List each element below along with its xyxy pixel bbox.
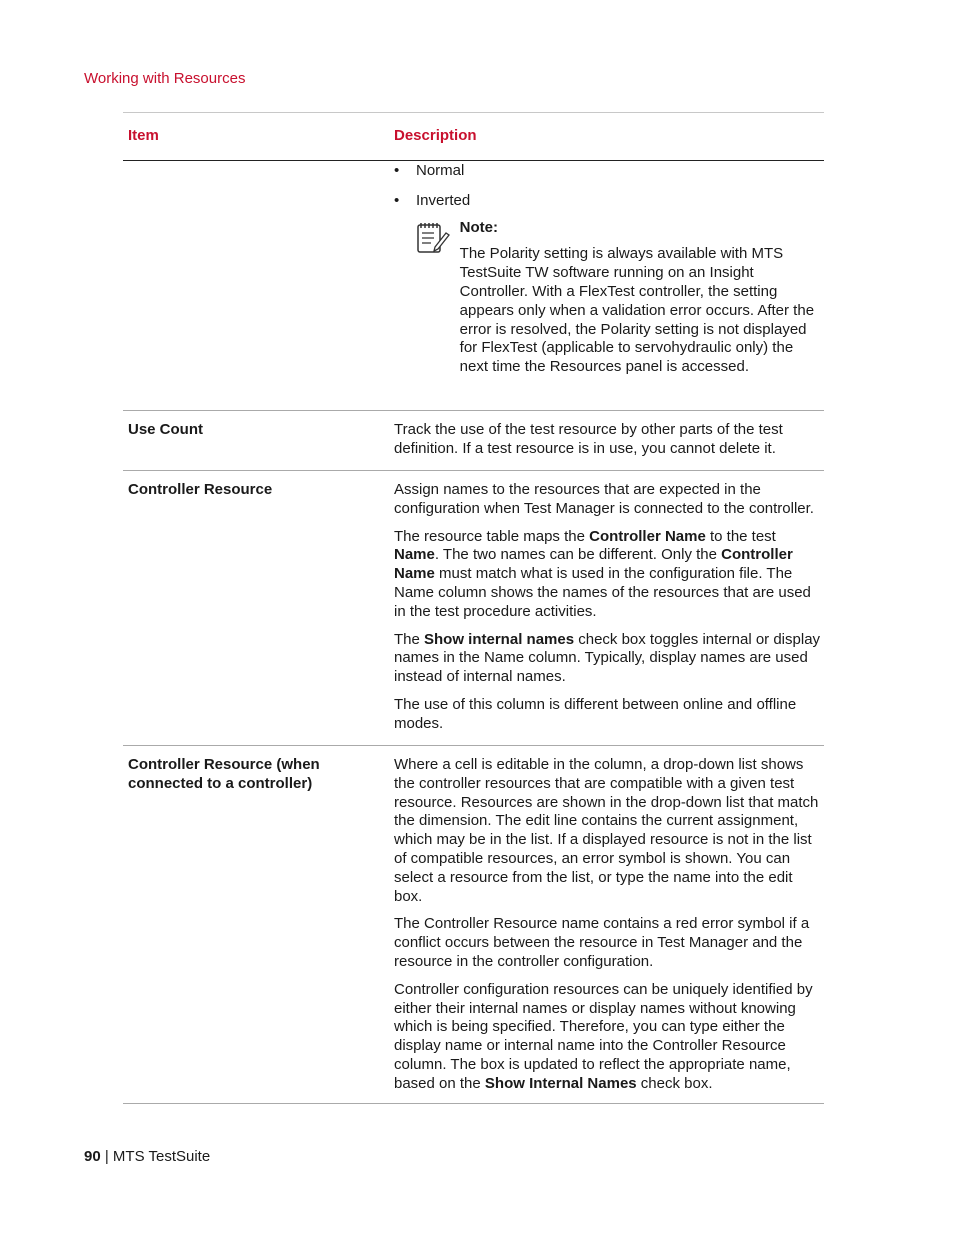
text-run: Controller configuration resources can be uniquely identified by either their internal names or display names without knowing which is being specified. Therefore, you can type either the display name or internal name into the Controller Resource column. The box is updated to reflect the appropriate name, based on the xyxy=(394,980,813,1092)
row-item: Use Count xyxy=(128,421,203,438)
text-run: The resource table maps the xyxy=(394,527,590,545)
row-description xyxy=(389,746,824,1103)
desc-paragraph xyxy=(394,528,822,622)
row-description xyxy=(389,161,824,410)
table-row-use-count xyxy=(123,411,824,471)
row-item: Controller Resource (when connected to a controller) xyxy=(128,756,320,792)
bold-term: Name xyxy=(394,546,435,564)
bullet-text: Inverted xyxy=(416,191,471,209)
note-text: The Polarity setting is always available with MTS TestSuite TW software running on an Insight Controller. With a FlexTest controller, the setting appears only when a validation error occurs. After the error is resolved, the Polarity setting is not displayed for FlexTest (applicable to servohydraulic only) the next time the Resources panel is accessed. xyxy=(459,245,815,376)
desc-paragraph: Assign names to the resources that are expected in the configuration when Test Manager is connected to the controller. xyxy=(394,481,814,517)
table-row-polarity xyxy=(123,161,824,411)
row-description xyxy=(389,471,824,745)
bullet-dot: • xyxy=(394,162,400,179)
bullet-text: Normal xyxy=(416,162,465,179)
footer-product: MTS TestSuite xyxy=(112,1148,211,1165)
header-description: Description xyxy=(394,127,477,145)
row-item: Controller Resource xyxy=(128,481,273,498)
bullet-item xyxy=(394,162,822,181)
table-header-row xyxy=(123,113,824,161)
note-pad-pencil-icon xyxy=(394,219,460,377)
desc-paragraph xyxy=(394,631,822,687)
bullet-dot: • xyxy=(394,191,400,209)
bullet-item xyxy=(394,192,822,211)
text-run: . The two names can be different. Only the xyxy=(434,546,722,564)
desc-paragraph: Where a cell is editable in the column, a drop-down list shows the controller resources that are compatible with a given test resource. Resources are shown in the drop-down list that match the dimension. The edit line contains the current assignment, which may be in the list. If a displayed resource is not in the list of compatible resources, an error symbol is shown. You can select a resource from the list, or type the name into the edit box. xyxy=(394,756,819,905)
page-number: 90 xyxy=(84,1148,101,1165)
resource-table xyxy=(123,112,824,1104)
bold-term: Show internal names xyxy=(424,630,575,648)
table-row-controller-resource xyxy=(123,471,824,746)
desc-paragraph: Track the use of the test resource by other parts of the test definition. If a test resource is in use, you cannot delete it. xyxy=(394,421,783,457)
row-description xyxy=(389,411,824,470)
text-run: check box. xyxy=(636,1074,713,1092)
page-footer xyxy=(84,1148,210,1167)
note-title: Note: xyxy=(459,218,498,236)
bold-term: Controller Name xyxy=(589,527,706,545)
bold-term: Show Internal Names xyxy=(484,1074,637,1092)
row-item-empty xyxy=(123,161,389,410)
note-content xyxy=(460,219,822,377)
footer-separator: | xyxy=(100,1148,113,1165)
running-head: Working with Resources xyxy=(84,70,246,87)
desc-paragraph: The Controller Resource name contains a red error symbol if a conflict occurs between the resource in Test Manager and the resource in the controller configuration. xyxy=(394,915,810,970)
desc-paragraph: The use of this column is different between online and offline modes. xyxy=(394,695,797,732)
text-run: check box toggles internal or display names in the Name column. Typically, display names are used instead of internal names. xyxy=(394,630,821,686)
text-run: to the test xyxy=(705,527,776,545)
bold-term: Controller Name xyxy=(394,546,793,583)
note-block xyxy=(394,219,822,377)
header-item: Item xyxy=(128,127,159,145)
text-run: The xyxy=(394,630,425,648)
text-run: must match what is used in the configuration file. The Name column shows the names of the resources that are used in the test procedure activities. xyxy=(394,565,811,620)
desc-paragraph xyxy=(394,981,822,1094)
table-row-controller-resource-connected xyxy=(123,746,824,1104)
